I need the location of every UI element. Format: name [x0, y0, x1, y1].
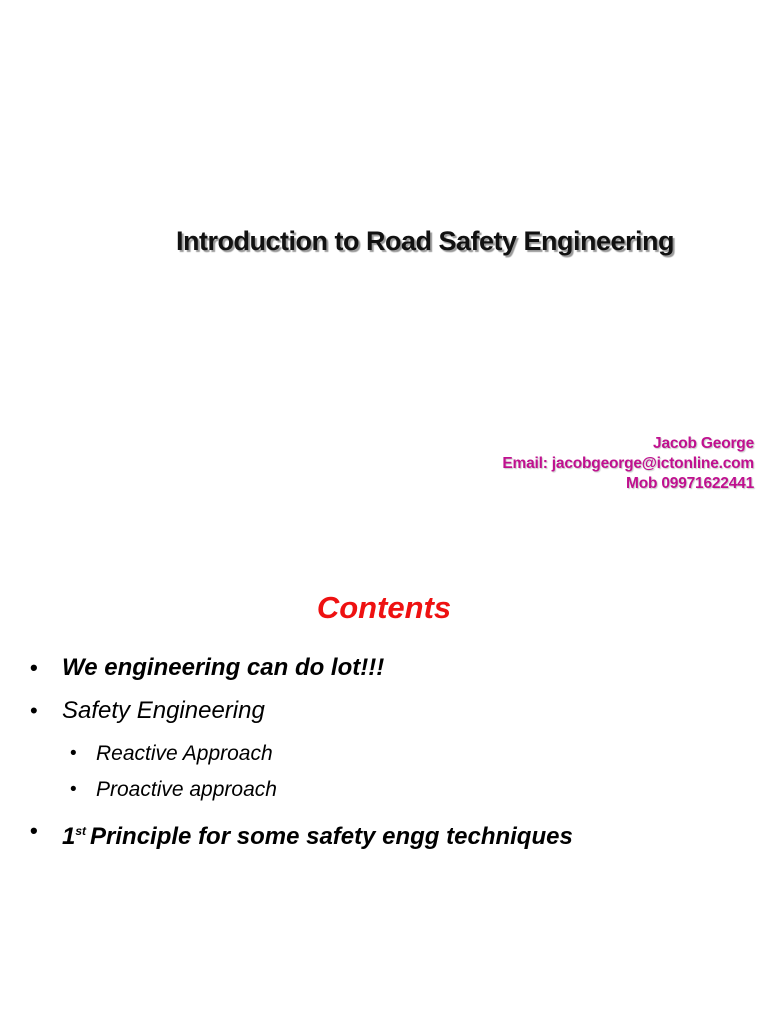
presentation-title: Introduction to Road Safety Engineering [176, 226, 675, 256]
sub-list-item [30, 775, 573, 811]
contents-slide [0, 576, 768, 1024]
author-mobile: Mob 09971622441 [626, 475, 754, 492]
bullet-icon: • [70, 743, 77, 764]
bullet-icon: • [70, 779, 77, 800]
list-item-number: 1 [62, 823, 76, 850]
author-info [502, 434, 754, 494]
author-email: Email: jacobgeorge@ictonline.com [502, 455, 754, 472]
list-item-superscript: st [75, 824, 87, 838]
list-item [30, 696, 573, 739]
list-item-text: Proactive approach [96, 778, 277, 801]
list-item-text: Principle for some safety engg techniques [90, 823, 573, 850]
bullet-icon: • [30, 655, 38, 680]
list-item-text: Safety Engineering [62, 697, 265, 724]
bullet-icon: • [30, 698, 38, 723]
contents-heading: Contents [316, 590, 452, 625]
list-item-text: We engineering can do lot!!! [62, 654, 385, 681]
sub-list-item [30, 739, 573, 775]
list-item-text: Reactive Approach [96, 742, 273, 765]
list-item [30, 653, 573, 696]
contents-list [30, 653, 573, 859]
author-name: Jacob George [653, 435, 754, 452]
list-item [30, 816, 573, 859]
bullet-icon: • [30, 818, 38, 843]
